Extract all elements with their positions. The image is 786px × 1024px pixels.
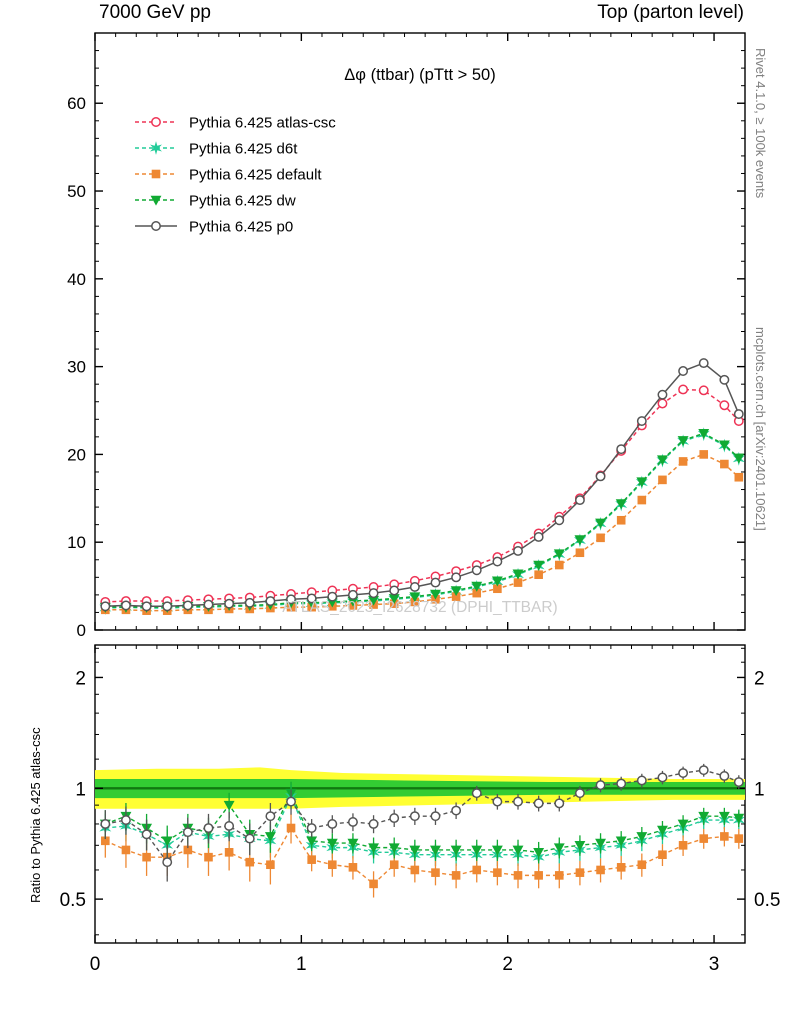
data-marker — [431, 578, 439, 586]
data-marker — [246, 834, 254, 842]
data-marker — [431, 812, 439, 820]
data-marker — [576, 789, 584, 797]
data-marker — [659, 476, 667, 484]
data-marker — [390, 586, 398, 594]
data-marker — [679, 842, 687, 850]
data-marker — [328, 820, 336, 828]
data-marker — [700, 386, 708, 394]
data-marker — [617, 779, 625, 787]
ratio-x-tick-label: 2 — [502, 954, 513, 975]
data-marker — [721, 460, 729, 468]
data-marker — [721, 833, 729, 841]
data-marker — [679, 458, 687, 466]
data-marker — [514, 797, 522, 805]
data-marker — [597, 534, 605, 542]
data-marker — [349, 864, 357, 872]
data-marker — [638, 417, 646, 425]
ratio-y-tick-label: 2 — [75, 668, 86, 690]
data-marker — [638, 861, 646, 869]
data-marker — [679, 367, 687, 375]
data-marker — [122, 846, 130, 854]
data-marker — [638, 496, 646, 504]
data-marker — [411, 812, 419, 820]
axis-cover — [96, 631, 744, 643]
data-marker — [596, 472, 604, 480]
ratio-axis-label: Ratio to Pythia 6.425 atlas-csc — [28, 727, 43, 903]
data-marker — [534, 799, 542, 807]
y-tick-label: 50 — [67, 182, 86, 202]
data-marker — [369, 589, 377, 597]
data-marker — [535, 872, 543, 880]
ratio-y-tick-label: 0.5 — [754, 890, 781, 912]
ratio-y-tick-label: 0.5 — [59, 890, 86, 912]
data-marker — [329, 861, 337, 869]
data-marker — [658, 399, 666, 407]
data-marker — [411, 866, 419, 874]
data-marker — [735, 473, 743, 481]
data-marker — [122, 816, 130, 824]
data-marker — [349, 591, 357, 599]
data-marker — [617, 516, 625, 524]
data-marker — [163, 602, 171, 610]
data-marker — [735, 410, 743, 418]
data-marker — [576, 496, 584, 504]
ratio-x-tick-label: 0 — [89, 954, 101, 975]
data-marker — [452, 872, 460, 880]
data-marker — [287, 824, 295, 832]
ratio-y-tick-label: 1 — [75, 779, 86, 801]
data-marker — [369, 820, 377, 828]
data-marker — [452, 573, 460, 581]
data-marker — [225, 849, 233, 857]
data-marker — [452, 806, 460, 814]
data-marker — [699, 812, 708, 820]
data-marker — [597, 866, 605, 874]
data-marker — [142, 602, 150, 610]
legend-label: Pythia 6.425 default — [189, 166, 322, 184]
y-tick-label: 20 — [67, 445, 86, 465]
data-marker — [142, 830, 150, 838]
data-marker — [184, 828, 192, 836]
data-marker — [617, 445, 625, 453]
data-marker — [514, 872, 522, 880]
mcplots-label: mcplots.cern.ch [arXiv:2401.10621] — [753, 327, 768, 531]
data-marker — [473, 789, 481, 797]
data-marker — [534, 533, 542, 541]
data-marker — [658, 391, 666, 399]
data-marker — [152, 222, 160, 230]
data-marker — [493, 797, 501, 805]
chart-watermark: ATLAS_2023_I2628732 (DPHI_TTBAR) — [282, 599, 558, 616]
data-marker — [638, 776, 646, 784]
header-right: Top (parton level) — [597, 2, 744, 23]
data-marker — [679, 769, 687, 777]
data-marker — [700, 359, 708, 367]
data-marker — [514, 579, 522, 587]
data-marker — [720, 772, 728, 780]
data-marker — [659, 851, 667, 859]
data-marker — [576, 549, 584, 557]
ratio-x-tick-label: 1 — [296, 954, 307, 975]
data-marker — [349, 818, 357, 826]
data-marker — [266, 812, 274, 820]
data-marker — [122, 601, 130, 609]
ratio-x-tick-label: 3 — [708, 954, 720, 975]
legend-label: Pythia 6.425 p0 — [189, 218, 294, 236]
data-marker — [720, 401, 728, 409]
data-marker — [101, 820, 109, 828]
data-marker — [163, 858, 171, 866]
data-marker — [246, 599, 254, 607]
data-marker — [152, 170, 160, 178]
data-marker — [411, 583, 419, 591]
data-marker — [432, 869, 440, 877]
y-tick-label: 30 — [67, 357, 86, 377]
data-marker — [267, 861, 275, 869]
data-marker — [735, 835, 743, 843]
y-tick-label: 0 — [76, 621, 86, 640]
data-marker — [596, 781, 604, 789]
data-marker — [390, 861, 398, 869]
data-marker — [204, 824, 212, 832]
data-marker — [700, 451, 708, 459]
data-marker — [287, 797, 295, 805]
rivet-version-label: Rivet 4.1.0, ≥ 100k events — [753, 48, 768, 199]
y-tick-label: 40 — [67, 269, 86, 289]
legend-label: Pythia 6.425 dw — [189, 192, 296, 210]
data-marker — [101, 602, 109, 610]
data-marker — [679, 385, 687, 393]
data-marker — [555, 516, 563, 524]
y-tick-label: 60 — [67, 94, 86, 114]
data-marker — [535, 571, 543, 579]
data-marker — [555, 872, 563, 880]
series-line — [105, 434, 738, 608]
ratio-y-tick-label: 1 — [754, 779, 765, 801]
data-marker — [390, 814, 398, 822]
data-marker — [720, 376, 728, 384]
data-marker — [735, 778, 743, 786]
data-marker — [576, 869, 584, 877]
ratio-y-tick-label: 2 — [754, 668, 765, 690]
data-marker — [514, 547, 522, 555]
data-marker — [246, 858, 254, 866]
data-marker — [473, 566, 481, 574]
data-marker — [308, 856, 316, 864]
data-marker — [473, 866, 481, 874]
data-marker — [184, 601, 192, 609]
data-marker — [700, 835, 708, 843]
data-marker — [700, 766, 708, 774]
header-left: 7000 GeV pp — [99, 2, 211, 23]
data-marker — [555, 561, 563, 569]
data-marker — [617, 864, 625, 872]
data-marker — [266, 597, 274, 605]
data-marker — [720, 812, 729, 820]
data-marker — [204, 600, 212, 608]
data-marker — [493, 557, 501, 565]
data-marker — [307, 824, 315, 832]
y-tick-label: 10 — [67, 533, 86, 553]
legend-label: Pythia 6.425 atlas-csc — [189, 114, 336, 132]
chart-title: Δφ (ttbar) (pTtt > 50) — [344, 66, 496, 84]
data-marker — [205, 853, 213, 861]
data-marker — [370, 880, 378, 888]
data-marker — [658, 773, 666, 781]
data-marker — [225, 822, 233, 830]
data-marker — [555, 799, 563, 807]
data-marker — [152, 118, 160, 126]
data-marker — [143, 853, 151, 861]
data-marker — [225, 599, 233, 607]
data-marker — [494, 869, 502, 877]
legend-label: Pythia 6.425 d6t — [189, 140, 298, 158]
series-line — [105, 433, 738, 607]
